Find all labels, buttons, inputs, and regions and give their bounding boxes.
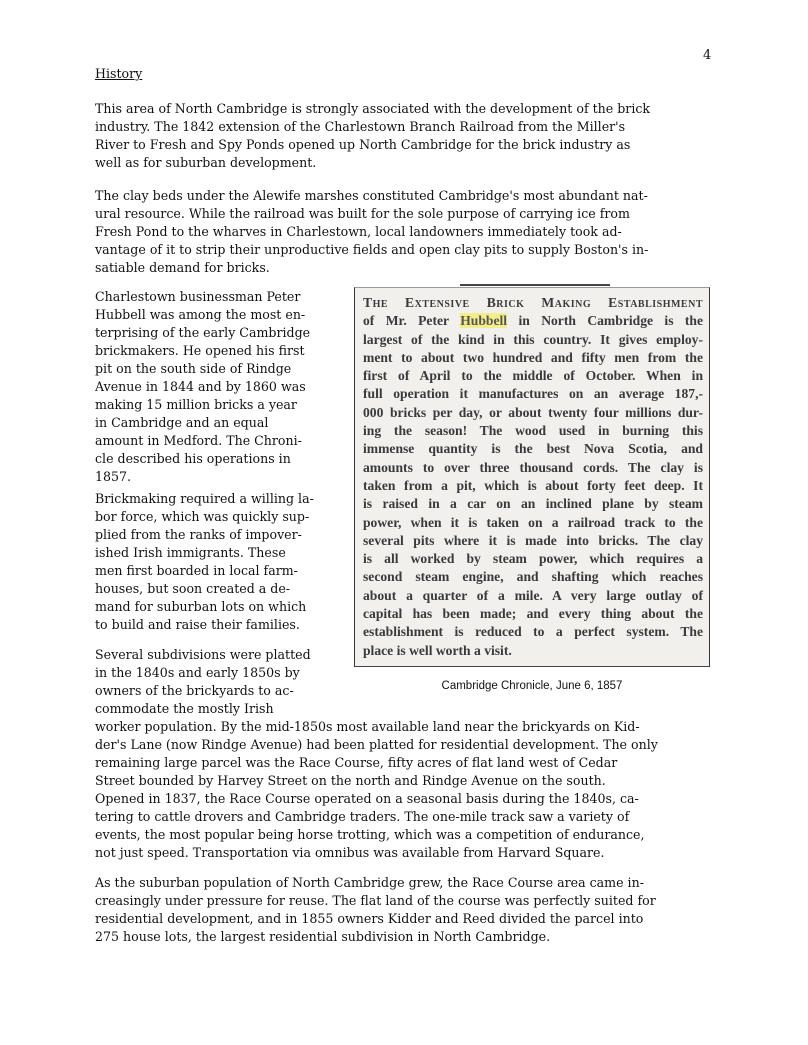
text-line: mand for suburban lots on which: [95, 599, 307, 614]
text-line: Street bounded by Harvey Street on the north and Rindge Avenue on the south.: [95, 773, 606, 788]
paragraph-race-course: [95, 874, 656, 946]
text-line: Fresh Pond to the wharves in Charlestown, local landowners immediately took ad-: [95, 224, 622, 239]
text-line: ished Irish immigrants. These: [95, 545, 286, 560]
text-line: owners of the brickyards to ac-: [95, 683, 294, 698]
clipping-body: [363, 331, 703, 660]
page-number: 4: [703, 48, 712, 63]
text-line: worker population. By the mid-1850s most available land near the brickyards on Kid-: [95, 719, 640, 734]
text-line: The clay beds under the Alewife marshes constituted Cambridge's most abundant nat-: [95, 188, 648, 203]
clipping-line: power, when it is taken on a railroad track to the: [363, 514, 703, 530]
text-line: not just speed. Transportation via omnibus was available from Harvard Square.: [95, 845, 605, 860]
clipping-top-rule: [460, 284, 610, 286]
text-line: plied from the ranks of impover-: [95, 527, 302, 542]
text-line: satiable demand for bricks.: [95, 260, 270, 275]
text-line: der's Lane (now Rindge Avenue) had been platted for residential development. The only: [95, 737, 658, 752]
text-line: events, the most popular being horse trotting, which was a competition of endurance,: [95, 827, 645, 842]
text-line: This area of North Cambridge is strongly associated with the development of the brick: [95, 101, 651, 116]
clipping-line: is raised in a car on an inclined plane by steam: [363, 496, 703, 512]
text-line: Avenue in 1844 and by 1860 was: [95, 379, 306, 394]
paragraph-intro: [95, 100, 650, 172]
text-line: pit on the south side of Rindge: [95, 361, 292, 376]
text-line: bor force, which was quickly sup-: [95, 509, 310, 524]
text-line: Several subdivisions were platted: [95, 647, 311, 662]
clipping-caption: Cambridge Chronicle, June 6, 1857: [441, 680, 623, 692]
text-line: industry. The 1842 extension of the Charlestown Branch Railroad from the Miller's: [95, 119, 626, 134]
text-line: commodate the mostly Irish: [95, 701, 274, 716]
clipping-line: immense quantity is the best Nova Scotia, and: [363, 441, 703, 457]
text-line: creasingly under pressure for reuse. The flat land of the course was perfectly suited for: [95, 893, 656, 908]
clipping-text: of Mr. Peter: [363, 313, 461, 329]
text-line: in the 1840s and early 1850s by: [95, 665, 300, 680]
text-line: tering to cattle drovers and Cambridge traders. The one-mile track saw a variety of: [95, 809, 630, 824]
clipping-line: 000 bricks per day, or about twenty four millions dur-: [363, 404, 703, 420]
clipping-line: place is well worth a visit.: [363, 642, 512, 658]
paragraph-subdivisions-cont: [95, 718, 658, 862]
text-line: to build and raise their families.: [95, 617, 300, 632]
clipping-text: in North Cambridge is the: [507, 313, 704, 329]
clipping-line: full operation it manufactures on an average 187,-: [363, 386, 703, 402]
text-line: residential development, and in 1855 owners Kidder and Reed divided the parcel into: [95, 911, 644, 926]
text-line: amount in Medford. The Chroni-: [95, 433, 302, 448]
text-line: in Cambridge and an equal: [95, 415, 269, 430]
clipping-line: capital has been made; and every thing about the: [363, 606, 703, 622]
text-line: terprising of the early Cambridge: [95, 325, 311, 340]
text-line: Charlestown businessman Peter: [95, 289, 301, 304]
paragraph-subdivisions: [95, 646, 311, 718]
clipping-line: is all worked by steam power, which requires a: [363, 551, 703, 567]
text-line: houses, but soon created a de-: [95, 581, 291, 596]
clipping-line: taken from a pit, which is about forty feet deep. It: [363, 477, 703, 493]
clipping-line: establishment is reduced to a perfect system. The: [363, 624, 703, 640]
clipping-line: [363, 312, 703, 330]
paragraph-clay-beds: [95, 187, 648, 277]
text-line: 1857.: [95, 469, 132, 484]
section-heading: History: [95, 66, 143, 81]
text-line: men first boarded in local farm-: [95, 563, 298, 578]
paragraph-labor: [95, 490, 314, 634]
text-line: making 15 million bricks a year: [95, 397, 297, 412]
text-line: As the suburban population of North Cambridge grew, the Race Course area came in-: [95, 875, 644, 890]
text-line: Hubbell was among the most en-: [95, 307, 306, 322]
clipping-heading-text: The Extensive Brick Making Establishment: [363, 295, 703, 310]
text-line: brickmakers. He opened his first: [95, 343, 305, 358]
highlighted-name: Hubbell: [460, 313, 508, 329]
text-line: vantage of it to strip their unproductive fields and open clay pits to supply Boston's in-: [95, 242, 649, 257]
text-line: cle described his operations in: [95, 451, 291, 466]
text-line: River to Fresh and Spy Ponds opened up North Cambridge for the brick industry as: [95, 137, 631, 152]
clipping-line: largest of the kind in this country. It gives employ-: [363, 331, 703, 347]
text-line: well as for suburban development.: [95, 155, 317, 170]
clipping-line: ing the season! The wood used in burning this: [363, 423, 703, 439]
clipping-line: second steam engine, and shafting which reaches: [363, 569, 703, 585]
newspaper-clipping: [354, 287, 710, 667]
text-line: remaining large parcel was the Race Course, fifty acres of flat land west of Cedar: [95, 755, 618, 770]
text-line: ural resource. While the railroad was built for the sole purpose of carrying ice from: [95, 206, 630, 221]
clipping-line: ment to about two hundred and fifty men from the: [363, 349, 703, 365]
text-line: Opened in 1837, the Race Course operated on a seasonal basis during the 1840s, ca-: [95, 791, 639, 806]
text-line: Brickmaking required a willing la-: [95, 491, 314, 506]
clipping-line: about a quarter of a mile. A very large outlay of: [363, 587, 703, 603]
clipping-heading: [363, 294, 703, 312]
clipping-line: amounts to over three thousand cords. The clay is: [363, 459, 703, 475]
clipping-line: first of April to the middle of October. When in: [363, 368, 703, 384]
text-line: 275 house lots, the largest residential subdivision in North Cambridge.: [95, 929, 551, 944]
clipping-line: several pits where it is made into bricks. The clay: [363, 532, 703, 548]
paragraph-hubbell: [95, 288, 310, 486]
